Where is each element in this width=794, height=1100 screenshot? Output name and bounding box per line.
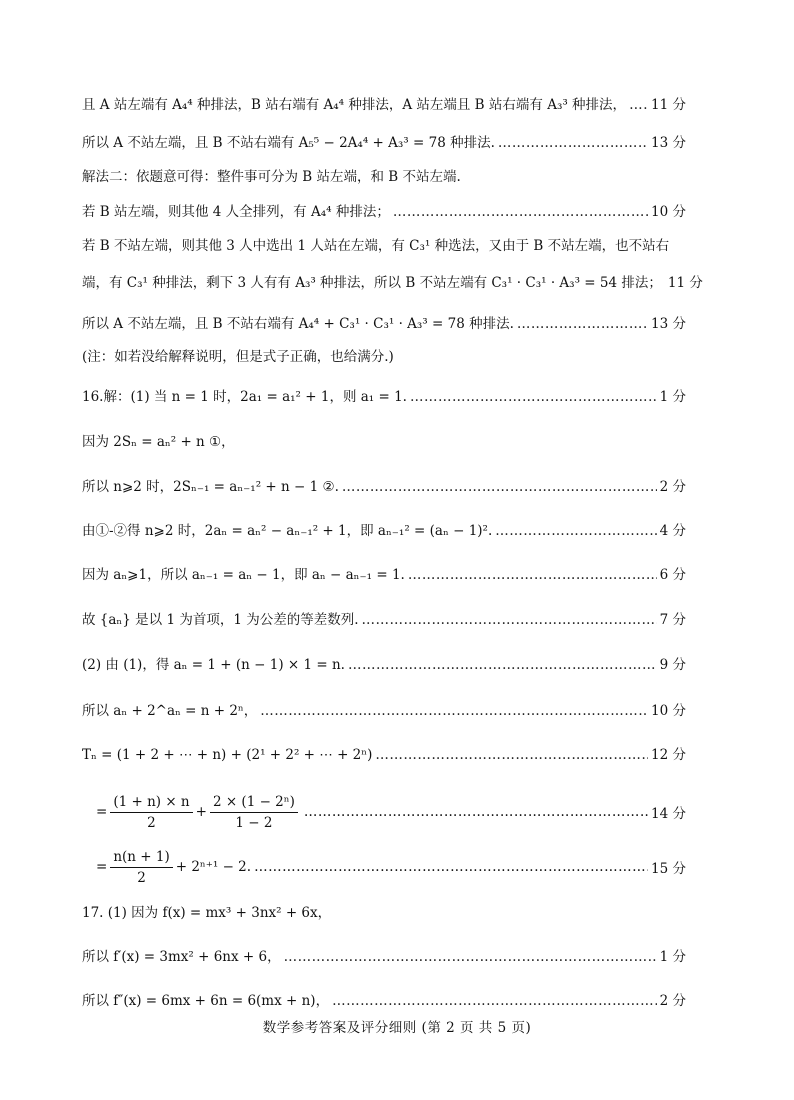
fraction-line-2 bbox=[82, 843, 686, 891]
fraction-line-1 bbox=[82, 788, 686, 836]
page-footer: 数学参考答案及评分细则 (第 2 页 共 5 页) bbox=[262, 1020, 532, 1036]
equals-sign: = bbox=[96, 859, 108, 875]
line-6: 所以 A 不站左端，且 B 不站右端有 A₄⁴ + C₃¹ · C₃¹ · A₃³ = 78 种排法. …………………………………………………………………………………………………………………………………………………… 13 分 bbox=[82, 315, 686, 333]
line-10: 所以 n⩾2 时，2Sₙ₋₁ = aₙ₋₁² + n − 1 ②. …………………………………………………………………………………………………………………………………………………… 2 分 bbox=[82, 478, 686, 496]
note-line: (注：如若没给解释说明，但是式子正确，也给满分.) bbox=[82, 349, 394, 365]
line-3: 若 B 站左端，则其他 4 人全排列，有 A₄⁴ 种排法； …………………………………………………………………………………………………………………………………………………… 10 分 bbox=[82, 203, 686, 221]
line-2: 解法二：依题意可得：整件事可分为 B 站左端，和 B 不站左端. bbox=[82, 169, 461, 185]
score: 15 分 bbox=[651, 861, 686, 877]
fraction: $\frac{\text{2 × (1 − 2ⁿ)}}{1 - 2}$ bbox=[210, 794, 298, 831]
line-8: 16.解：(1) 当 n = 1 时，2a₁ = a₁² + 1，则 a₁ = 1. …………………………………………………………………………………………………………………………………………………… 1 分 bbox=[82, 388, 686, 406]
line-1: 所以 A 不站左端，且 B 不站右端有 A₅⁵ − 2A₄⁴ + A₃³ = 78 种排法. …………………………………………………………………………………………………………………………………………………… 13 分 bbox=[82, 134, 686, 152]
plus-sign: + bbox=[195, 804, 207, 820]
line-12: 因为 aₙ⩾1，所以 aₙ₋₁ = aₙ − 1，即 aₙ − aₙ₋₁ = 1. …………………………………………………………………………………………………………………………………………………… 6 分 bbox=[82, 566, 686, 584]
fraction: $\frac{(1 + n) \times n}{2}$ bbox=[110, 794, 192, 831]
line-9: 因为 2Sₙ = aₙ² + n ①， bbox=[82, 434, 235, 450]
line-14: (2) 由 (1)，得 aₙ = 1 + (n − 1) × 1 = n. …………………………………………………………………………………………………………………………………………………… 9 分 bbox=[82, 656, 686, 674]
line-5: 端，有 C₃¹ 种排法，剩下 3 人有有 A₃³ 种排法，所以 B 不站左端有 C₃¹ · C₃¹ · A₃³ = 54 排法； 11 分 bbox=[82, 275, 703, 291]
problem-17-line: 17. (1) 因为 f(x) = mx³ + 3nx² + 6x， bbox=[82, 905, 332, 921]
line-15: 所以 aₙ + 2^aₙ = n + 2ⁿ， …………………………………………………………………………………………………………………………………………………… 10 分 bbox=[82, 702, 686, 720]
fraction: $\frac{n(n + 1)}{2}$ bbox=[110, 849, 172, 886]
expression-tail: + 2ⁿ⁺¹ − 2. bbox=[175, 859, 252, 875]
line-13: 故 {aₙ} 是以 1 为首项，1 为公差的等差数列. …………………………………………………………………………………………………………………………………………………… 7 分 bbox=[82, 611, 686, 629]
line-16: Tₙ = (1 + 2 + ⋯ + n) + (2¹ + 2² + ⋯ + 2ⁿ) …………………………………………………………………………………………………………………………………………………… 12 分 bbox=[82, 746, 686, 764]
equals-sign: = bbox=[96, 804, 108, 820]
line-18: 所以 f′(x) = 3mx² + 6nx + 6， …………………………………………………………………………………………………………………………………………………… 1 分 bbox=[82, 948, 686, 966]
line-0: 且 A 站左端有 A₄⁴ 种排法，B 站右端有 A₄⁴ 种排法，A 站左端且 B 站右端有 A₃³ 种排法， …………………………………………………………………………………………………………………………………………………… 11 分 bbox=[82, 96, 686, 114]
line-11: 由①-②得 n⩾2 时，2aₙ = aₙ² − aₙ₋₁² + 1，即 aₙ₋₁² = (aₙ − 1)². …………………………………………………………………………………………………………………………………………………… 4 分 bbox=[82, 522, 686, 540]
line-19: 所以 f″(x) = 6mx + 6n = 6(mx + n)， …………………………………………………………………………………………………………………………………………………… 2 分 bbox=[82, 992, 686, 1010]
score: 14 分 bbox=[651, 806, 686, 822]
line-4: 若 B 不站左端，则其他 3 人中选出 1 人站在左端，有 C₃¹ 种选法，又由于 B 不站左端，也不站右 bbox=[82, 238, 670, 254]
